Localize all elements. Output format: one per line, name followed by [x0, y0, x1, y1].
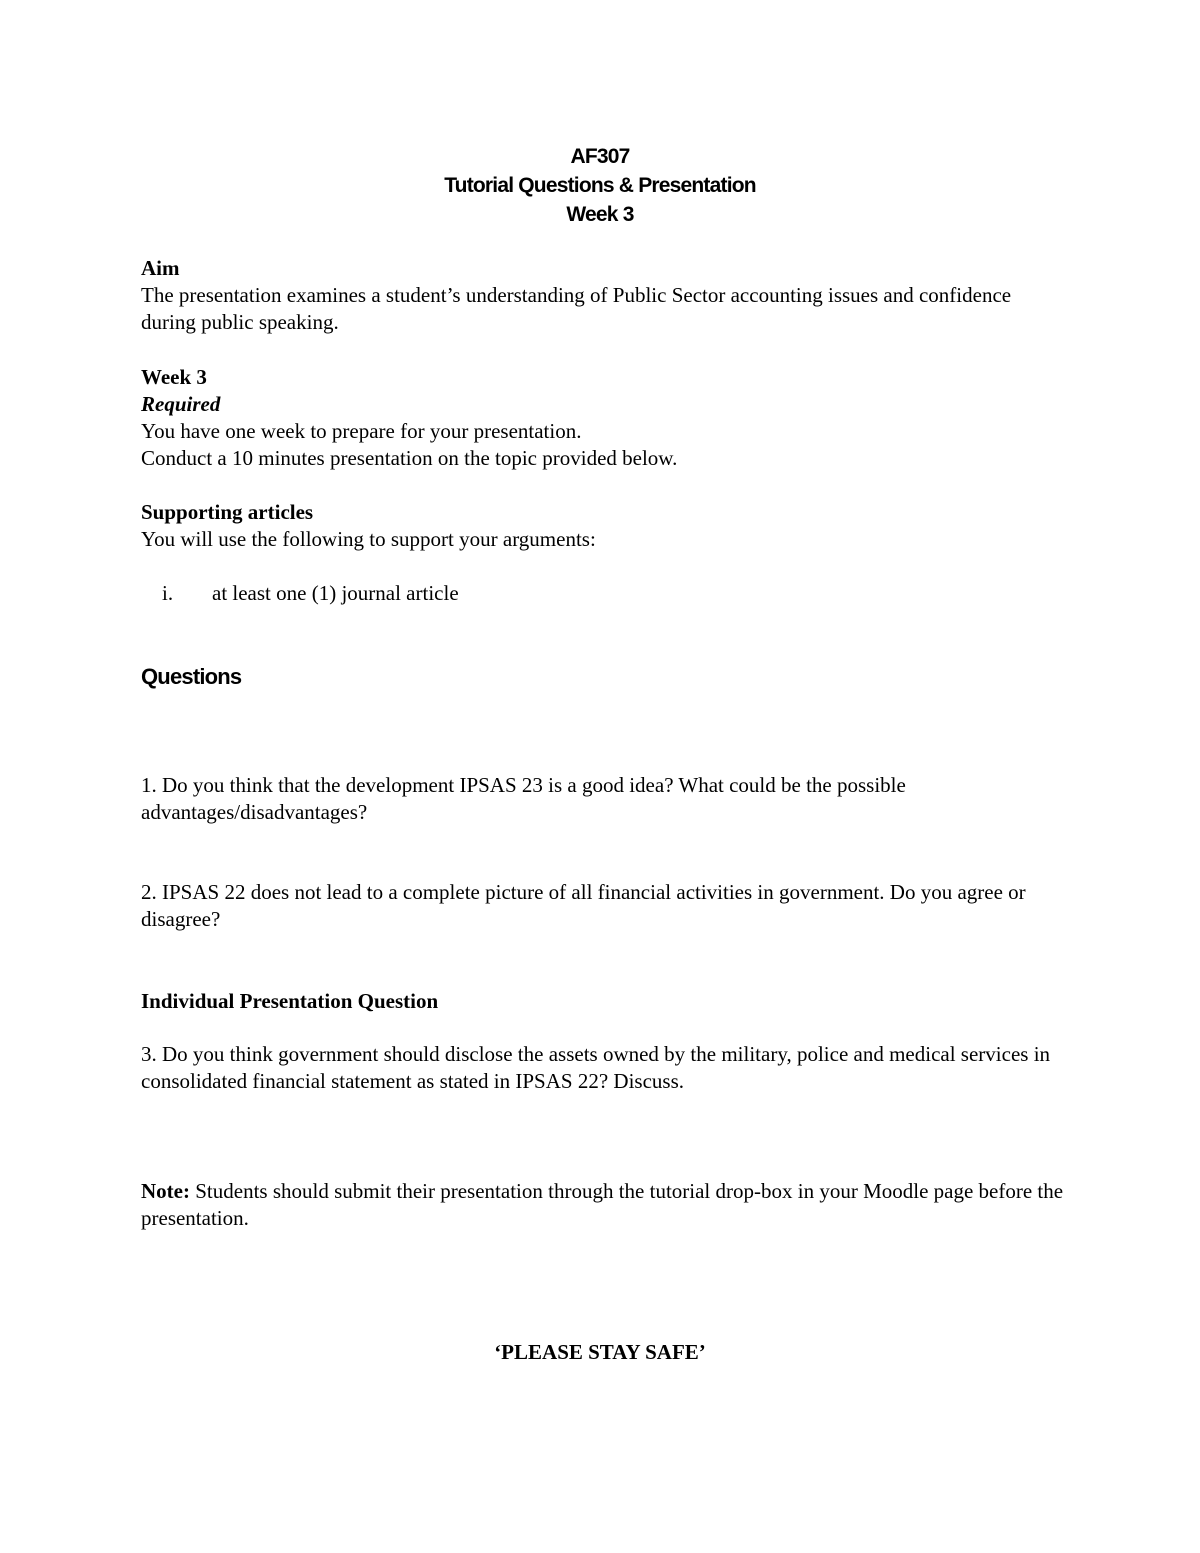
questions-heading: Questions — [141, 664, 242, 689]
required-subheading: Required — [141, 392, 221, 416]
week-section — [141, 364, 1071, 472]
week-heading: Week 3 — [141, 365, 207, 389]
note-text: Students should submit their presentation through the tutorial drop-box in your Moodle page before the presentation. — [141, 1179, 1064, 1230]
document-title: Tutorial Questions & Presentation — [444, 174, 756, 197]
question-1: 1. Do you think that the development IPSAS 23 is a good idea? What could be the possible advantages/disadvantages? — [141, 773, 906, 824]
note-paragraph — [141, 1178, 1071, 1232]
course-code: AF307 — [570, 145, 630, 168]
question-2: 2. IPSAS 22 does not lead to a complete picture of all financial activities in government. Do you agree or disagree? — [141, 880, 1026, 931]
supporting-heading: Supporting articles — [141, 500, 314, 524]
week-line-1: You have one week to prepare for your presentation. — [141, 419, 582, 443]
supporting-section — [141, 499, 1071, 553]
aim-section — [141, 255, 1071, 336]
question-3: 3. Do you think government should disclose the assets owned by the military, police and medical services in consolidated financial statement as stated in IPSAS 22? Discuss. — [141, 1042, 1051, 1093]
week-line-2: Conduct a 10 minutes presentation on the topic provided below. — [141, 446, 678, 470]
footer-message: ‘PLEASE STAY SAFE’ — [494, 1340, 706, 1364]
week-label: Week 3 — [566, 203, 634, 226]
document-header — [0, 142, 1200, 229]
supporting-intro: You will use the following to support your arguments: — [141, 527, 596, 551]
individual-heading: Individual Presentation Question — [141, 989, 439, 1013]
aim-heading: Aim — [141, 256, 180, 280]
list-marker: i. — [162, 581, 174, 605]
list-item — [141, 580, 1071, 607]
aim-text: The presentation examines a student’s understanding of Public Sector accounting issues and confidence during public speaking. — [141, 283, 1012, 334]
list-item-text: at least one (1) journal article — [212, 581, 459, 605]
note-label: Note: — [141, 1179, 190, 1203]
